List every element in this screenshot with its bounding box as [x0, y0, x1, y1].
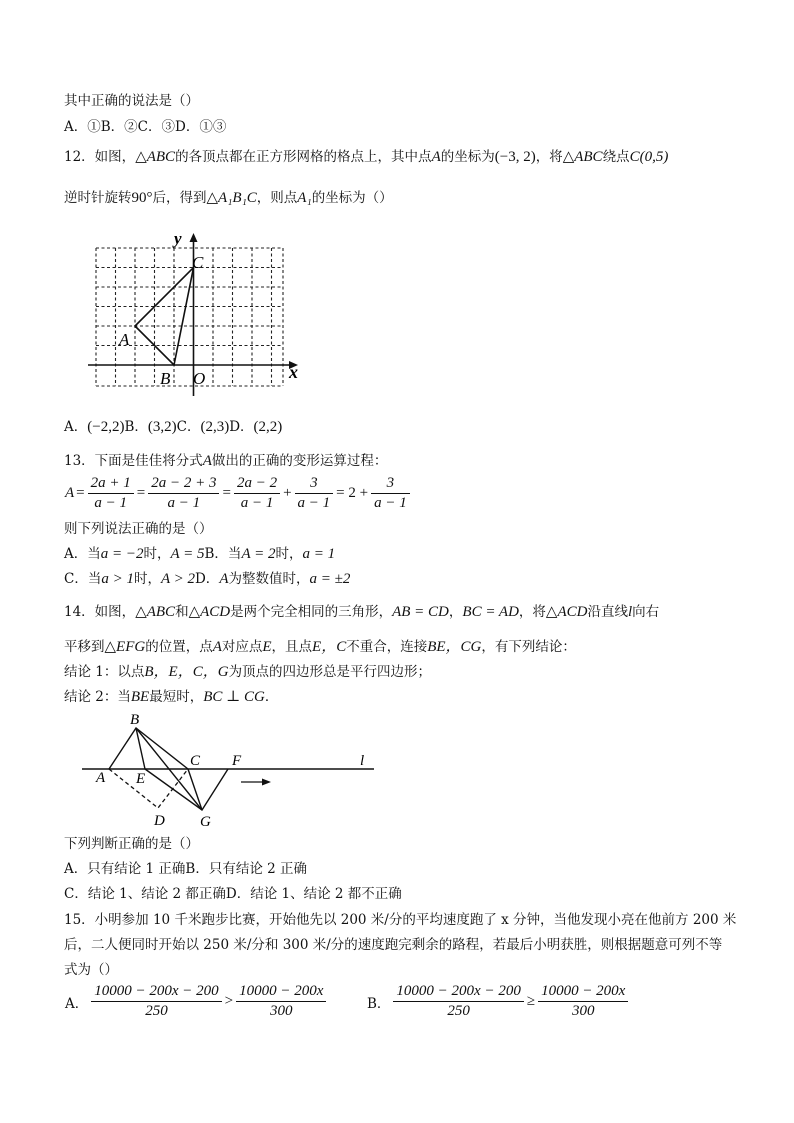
q14-pt-a: A	[212, 639, 222, 655]
q14-line-l: l	[627, 604, 633, 620]
frac-den: 250	[447, 1003, 470, 1019]
q12-option-b-value: (3,2)	[147, 419, 177, 435]
frac-num: 2a + 1	[88, 474, 134, 494]
q15-b-left-frac	[393, 982, 523, 1021]
q15-a-left-frac	[91, 982, 221, 1021]
q11-options: A．①B．②C．③D．①③	[64, 119, 227, 135]
q14-text: ，将	[518, 604, 546, 620]
label-o: O	[193, 369, 206, 388]
q14-tri1: △ABC	[135, 604, 176, 620]
triangle-acd-dashed	[109, 769, 188, 808]
q14-text: 14．如图，	[64, 604, 136, 620]
q12-text: 12．如图，	[64, 149, 136, 165]
q15-line2: 后，二人便同时开始以 250 米/分和 300 米/分的速度跑完剩余的路程，若最后小明获胜，则根据题意可列不等	[64, 937, 723, 953]
q13-options-line2	[64, 570, 350, 588]
frac-den: 250	[145, 1003, 168, 1019]
label-b: B	[160, 369, 171, 388]
q13-text: 时，	[143, 546, 171, 562]
q13-eq-sign: =	[136, 485, 146, 501]
frac-num: 10000 − 200x − 200	[393, 982, 523, 1002]
q14-triangle-figure	[78, 710, 388, 832]
q12-option-d-letter: D．	[229, 419, 254, 435]
q14-stem-line1	[64, 603, 659, 621]
q12-text: 绕点	[602, 149, 630, 165]
q12-coord-a: (−3, 2)	[494, 149, 536, 165]
q12-text: ，将	[535, 149, 563, 165]
q13-var: A	[202, 453, 212, 469]
q12-option-b-letter: B．	[124, 419, 148, 435]
q13-eq-sign: =	[222, 485, 231, 501]
frac-num: 3	[371, 474, 410, 494]
triangle-abc	[135, 268, 194, 366]
frac-num: 3	[295, 474, 334, 494]
q12-triangle2: △A₁B₁C	[206, 190, 257, 206]
label-a: A	[96, 770, 106, 786]
q12-point-a: A	[431, 149, 441, 165]
q12-option-d-value: (2,2)	[253, 419, 283, 435]
q13-text: 为整数值时，	[228, 571, 310, 587]
frac-num: 10000 − 200x − 200	[91, 982, 221, 1002]
frac-den: 300	[270, 1003, 293, 1019]
q14-text: 是两个完全相同的三角形，	[230, 604, 393, 620]
frac-den: a − 1	[297, 495, 331, 511]
q13-opt-d-var: A	[219, 571, 229, 587]
label-b: B	[130, 712, 140, 728]
q14-pts-ec: E，C	[312, 639, 347, 655]
q14-text: 结论 2：当	[64, 689, 131, 705]
q15-opt-a-letter: A．	[65, 995, 89, 1012]
q14-tri2: △ACD	[188, 604, 231, 620]
q13-text: 时，	[275, 546, 303, 562]
q13-opt-a-cond: a = −2	[100, 546, 144, 562]
q13-frac1	[88, 474, 134, 513]
q13-frac3	[234, 474, 280, 513]
q14-text: ．	[264, 689, 279, 705]
label-y: y	[174, 229, 182, 248]
q14-question: 下列判断正确的是（）	[64, 836, 199, 852]
q14-text: 向右	[632, 604, 660, 620]
frac-den: 300	[571, 1003, 595, 1019]
q13-plus: +	[283, 485, 292, 501]
q14-eq1: AB = CD	[392, 604, 449, 620]
q13-opt-b-res: a = 1	[302, 546, 336, 562]
q12-triangle: △ABC	[135, 149, 176, 165]
q14-concl1-points: B，E，C，G	[144, 664, 229, 680]
q12-grid-figure	[84, 228, 304, 400]
q12-text: 后，得到	[152, 190, 207, 206]
q14-concl2-res: BC ⊥ CG	[203, 689, 265, 705]
q13-opt-c-res: A > 2	[160, 571, 195, 587]
q14-text: 最短时，	[149, 689, 204, 705]
q12-text: 的坐标为	[440, 149, 495, 165]
frac-num: 2a − 2	[234, 474, 280, 494]
q12-center: C(0,5)	[629, 149, 669, 165]
q13-frac4	[295, 474, 334, 513]
frac-num: 2a − 2 + 3	[148, 474, 219, 494]
q13-eq-sign: =	[76, 485, 85, 501]
q12-text: 的各顶点都在正方形网格的格点上，其中点	[175, 149, 432, 165]
q15-option-a	[64, 982, 328, 1021]
q15-line1: 15．小明参加 10 千米跑步比赛，开始他先以 200 米/分的平均速度跑了 x 分钟，当他发现小亮在他前方 200 米	[64, 912, 737, 928]
q13-stem	[64, 452, 387, 470]
q14-tri2: △ACD	[545, 604, 588, 620]
q13-frac5	[371, 474, 410, 513]
q14-eq2: BC = AD	[462, 604, 519, 620]
label-c: C	[190, 753, 201, 769]
q12-text: 的坐标为（）	[311, 190, 393, 206]
q13-question: 则下列说法正确的是（）	[64, 521, 213, 537]
q15-option-b	[366, 982, 630, 1021]
q15-line3: 式为（）	[64, 962, 118, 978]
q12-angle: 90°	[131, 190, 153, 206]
q14-text: 的位置，点	[145, 639, 213, 655]
q14-text: 不重合，连接	[346, 639, 428, 655]
q14-concl2-be: BE	[130, 689, 150, 705]
q15-b-sign: ≥	[526, 993, 536, 1009]
q13-opt-d-res: a = ±2	[309, 571, 351, 587]
q14-options-line2: C．结论 1、结论 2 都正确D．结论 1、结论 2 都不正确	[64, 886, 402, 902]
q12-option-a-value: (−2,2)	[87, 419, 125, 435]
q13-lhs: A	[65, 485, 75, 501]
frac-den: a − 1	[94, 495, 128, 511]
q12-stem-line1	[64, 148, 668, 166]
q13-opt-a: A．当	[64, 546, 101, 562]
q12-option-a-letter: A．	[64, 419, 88, 435]
q13-frac2	[148, 474, 219, 513]
q14-text: 为顶点的四边形总是平行四边形；	[228, 664, 432, 680]
q13-mid: = 2 +	[336, 485, 369, 501]
q14-segments: BE，CG	[427, 639, 482, 655]
q14-text: ，有下列结论：	[481, 639, 576, 655]
q14-text: ，	[448, 604, 463, 620]
q12-option-c-value: (2,3)	[200, 419, 230, 435]
q14-conclusion1	[64, 663, 431, 681]
q14-stem-line2	[64, 638, 576, 656]
q12-option-c-letter: C．	[176, 419, 201, 435]
label-x: x	[289, 362, 298, 382]
label-g: G	[200, 814, 211, 830]
q13-text: 13．下面是佳佳将分式	[64, 453, 203, 469]
q13-opt-c-cond: a > 1	[101, 571, 134, 587]
q13-options-line1	[64, 545, 335, 563]
frac-den: a − 1	[240, 495, 274, 511]
q13-text: 时，	[133, 571, 161, 587]
q14-text: 和	[175, 604, 189, 620]
q14-text: 结论 1：以点	[64, 664, 145, 680]
label-c: C	[192, 253, 204, 272]
q14-text: 沿直线	[587, 604, 628, 620]
frac-den: a − 1	[167, 495, 201, 511]
q14-text: 对应点	[221, 639, 263, 655]
label-a: A	[119, 330, 130, 349]
q13-equation	[64, 474, 412, 513]
q13-text: 做出的正确的变形运算过程：	[211, 453, 388, 469]
q14-text: ，且点	[271, 639, 313, 655]
q13-opt-a-res: A = 5	[170, 546, 205, 562]
q15-a-sign: >	[224, 993, 234, 1009]
triangle-abc	[109, 728, 188, 769]
q14-text: 平移到	[64, 639, 105, 655]
label-d: D	[154, 813, 165, 829]
q13-opt-c: C．当	[64, 571, 102, 587]
q12-text: 逆时针旋转	[64, 190, 132, 206]
label-e: E	[136, 771, 146, 787]
q15-b-right-frac	[538, 982, 628, 1021]
q14-pt-e: E	[262, 639, 272, 655]
triangle-efg	[145, 769, 228, 810]
label-f: F	[232, 753, 242, 769]
q12-point-a1: A₁	[297, 190, 312, 206]
q15-opt-b-letter: B．	[367, 995, 391, 1012]
q14-tri3: △EFG	[104, 639, 146, 655]
q15-a-right-frac	[236, 982, 326, 1021]
frac-num: 10000 − 200x	[236, 982, 326, 1002]
frac-num: 10000 − 200x	[538, 982, 628, 1002]
q12-text: ，则点	[256, 190, 298, 206]
q14-conclusion2	[64, 688, 278, 706]
q13-opt-d: D．	[194, 571, 220, 587]
q12-options	[64, 418, 282, 436]
label-l: l	[360, 753, 365, 769]
q13-opt-b: B．当	[204, 546, 242, 562]
q12-triangle: △ABC	[562, 149, 603, 165]
frac-den: a − 1	[374, 495, 407, 511]
q13-opt-b-cond: A = 2	[241, 546, 276, 562]
q12-stem-line2	[64, 189, 393, 207]
q14-options-line1: A．只有结论 1 正确B．只有结论 2 正确	[64, 861, 308, 877]
q11-prompt: 其中正确的说法是（）	[64, 93, 199, 109]
